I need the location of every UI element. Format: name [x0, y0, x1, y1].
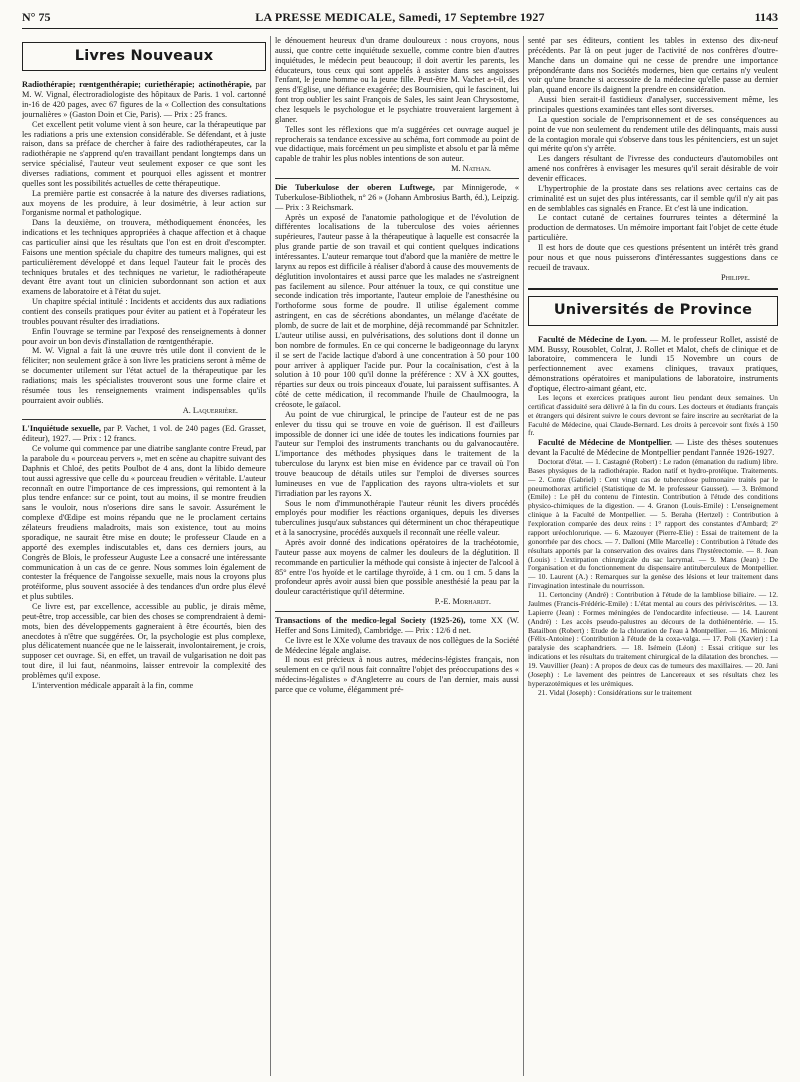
list-item: 21. Vidal (Joseph) : Considérations sur le traitement	[538, 687, 692, 697]
review-signature: Philippe.	[720, 272, 750, 282]
paragraph: Après avoir donné des indications opératoires de la trachéotomie, l'auteur passe aux moyens de calmer les douleurs de la déglutition. Il recommande en particulier la méthode qui consiste à injecter de l'alcool à 85° entre l'os hyoïde et le cartilage thyroïde, à 1 cm. ou 1 cm. 5 dans la profondeur après avoir aussi bien que possible anesthésié la peau par la douleur caractéristique qu'il détermine.	[275, 537, 519, 597]
book-title: L'Inquiétude sexuelle,	[22, 424, 102, 434]
book-title: Transactions of the medico-legal Society (1925-26),	[275, 615, 466, 625]
column-2	[275, 36, 519, 1076]
book-title: Die Tuberkulose der oberen Luftwege,	[275, 183, 435, 193]
review-signature: A. Laquerrière.	[182, 405, 238, 415]
paragraph: M. W. Vignal a fait là une œuvre très utile dont il convient de le féliciter; non seulement grâce à son livre les praticiens seront à même de se documenter utilement sur l'état actuel de la thérapeutique par les radiations; mais les spécialistes trouveront sous une forme claire et résumée tous les renseignements vraiment indispensables qu'ils pourraient avoir oubliés.	[22, 346, 266, 405]
page-header	[22, 8, 778, 29]
paragraph: Les dangers résultant de l'ivresse des conducteurs d'automobiles ont amené nos confrères à envisager les mesures qu'il serait désirable de voir devenir efficaces.	[528, 154, 778, 184]
faculty-name: Faculté de Médecine de Lyon.	[538, 334, 647, 344]
faculty-name: Faculté de Médecine de Montpellier.	[538, 438, 672, 448]
paragraph: Telles sont les réflexions que m'a suggérées cet ouvrage auquel je reprocherais sa tendance excessive au schéma, fort commode au point de vue didactique, mais forcément un peu simpliste et absolu et par là même capable de trahir les plus nobles intentions de son auteur.	[275, 124, 519, 164]
book-meta: par P. Vachet, 1 vol. de 240 pages (Ed. Grasset, éditeur), 1927. — Prix : 12 francs.	[22, 424, 266, 444]
book-meta: tome XX (W. Heffer and Sons Limited), Cambridge. — Prix : 12/6 d net.	[275, 615, 519, 635]
book-entry-3	[275, 183, 519, 213]
section-title-universites: Universités de Province	[528, 296, 778, 325]
paragraph: Le contact cutané de certaines fourrures teintes a déterminé la production de dermatoses. Un mémoire important fait l'objet de cette étude particulière.	[528, 213, 778, 243]
book-entry-2	[22, 424, 266, 444]
faculty-text: — Liste des thèses soutenues devant la Faculté de Médecine de Montpellier pendant l'année 1926-1927.	[528, 438, 778, 458]
issue-number: N° 75	[22, 10, 51, 24]
page-number: 1143	[754, 10, 778, 24]
divider	[22, 419, 266, 420]
book-entry-1	[22, 80, 266, 119]
divider	[528, 288, 778, 290]
paragraph: Après un exposé de l'anatomie pathologique et de l'évolution de différentes localisations de la tuberculose des voies aériennes supérieures, l'auteur passe à la thérapeutique à laquelle est consacrée la plus grande partie de son travail et qui contient quelques indications intéressantes. L'auteur remarque tout d'abord que la manière de mettre le larynx au repos est difficile à réaliser d'abord à cause des mouvements de déglutition involontaires et aussi parce que les malades ne s'astreignent pas facilement au silence. Pour atténuer la toux, ce qui constitue une seconde indication très importante, l'auteur emploie de l'anesthésine ou l'orthoforme sous forme de poudre. Il utilise également comme astringent, en cas de sécrétions abondantes, un mélange d'acétate de plomb, de sucre de lait et de morphine, déjà recommandé par Schnitzler. L'auteur utilise aussi, en pulvérisations, des solutions dont il donne un bon nombre de formules. En ce qui concerne le badigeonnage du larynx il se sert de l'acide lactique d'abord à une concentration à 50 pour 100 pour arriver à appliquer l'acide pur. Pour la cocaïnisation, c'est à la solution à 10 pour 100 qu'il donne la préférence : XV à XX gouttes, réparties sur deux ou trois pinceaux d'ouate, lui paraissent suffisantes. A côté de cette médication, il recommande l'huile de Chaulmoogra, la créosote, le gaïacol.	[275, 212, 519, 409]
section-title-livres: Livres Nouveaux	[22, 42, 266, 71]
review-signature: M. Nathan.	[451, 164, 491, 174]
paragraph: le dénouement heureux d'un drame douloureux : nous croyons, nous aussi, que contre cette inquiétude sexuelle, comme contre bien d'autres inquiétudes, le médecin peut beaucoup; il doit avertir les parents, les éducateurs, tous ceux qui sont appelés à assister dans ses angoisses l'enfant, le jeune homme ou la jeune fille. Peut-être M. Vachet a-t-il, des gens d'Eglise, une défiance exagérée; des Bournisien, qui le fascinent, lui font trop oublier les saint François de Sales, les saint Jean Chrysostome, chez lesquels le psychologue et le psychiatre trouveraient largement à glaner.	[275, 36, 519, 124]
column-1	[22, 36, 266, 1076]
paragraph: La question sociale de l'emprisonnement et de ses conséquences au point de vue non seulement du rendement utile des délinquants, mais aussi de la contagion morale qui s'observe dans tous les pénitenciers, est un sujet qui mérite qu'on s'y arrête.	[528, 114, 778, 154]
paragraph: Enfin l'ouvrage se termine par l'exposé des renseignements à donner pour avoir un bon devis d'installation de rœntgenthérapie.	[22, 326, 266, 346]
divider	[275, 178, 519, 179]
paragraph: Sous le nom d'immunothérapie l'auteur réunit les divers procédés employés pour modifier les réactions organiques, depuis les diverses tuberculines jusqu'aux substances qui déterminent un choc thérapeutique et à la sanocrysine, procédés auxquels il reconnaît une réelle valeur.	[275, 498, 519, 538]
paragraph: Cet excellent petit volume vient à son heure, car la thérapeutique par les radiations a pris une extension considérable. Se défendant, et à juste raison, dans sa préface de chercher à faire des radiothérapeutes, car la radiothérapie ne s'apprend qu'en travaillant pendant longtemps dans un service spécialisé, l'auteur veut seulement exposer ce que sont les diverses radiations, comment et pourquoi elles agissent et montrer quelles sont les possibilités actuelles de cette thérapeutique.	[22, 119, 266, 188]
column-divider	[270, 36, 271, 1076]
book-meta: par M. W. Vignal, électroradiologiste des hôpitaux de Paris. 1 vol. cartonné in-16 de 420 pages, avec 67 figures de la « Collection des consultations journalières » (Gaston Doin et Cie, Paris). — Prix : 25 francs.	[22, 80, 266, 119]
paragraph: Au point de vue chirurgical, le principe de l'auteur est de ne pas enlever du tissu qui se trouve en voie de guérison. Il est d'ailleurs impossible de donner ici une idée de toutes les indications fournies par l'auteur sur l'emploi des instruments tranchants ou du galvanocautère. L'importance des méthodes physiques dans le traitement de la tuberculose du larynx est bien mise en évidence par ce travail où l'on trouve beaucoup de détails utiles sur l'emploi de diverses sources lumineuses en vue de l'application des rayons ultra-violets et sur l'irradiation par les rayons X.	[275, 409, 519, 498]
paragraph: L'hypertrophie de la prostate dans ses relations avec certains cas de criminalité est un sujet des plus intéressants, car il semble qu'il n'y ait pas en de semblables cas signalés en France. Et c'est là une indication.	[528, 183, 778, 213]
list-item: 11. Certonciny (André) : Contribution à l'étude de la lambliose biliaire. — 12. Jaulmes (Francis-Frédéric-Emile) : L'état mental au cours des périviscérites. — 13. Lapierre (Jean) : Formes méningées de l'endocardite infectieuse. — 14. Laurent (André) : Les accès pseudo-palustres au décours de la dothiénentérie. — 15. Batailbon (Robert) : Etude de la chloration de l'eau à Montpellier. — 16. Miniconi (Félix-Antoine) : Contribution à l'étude de la coxa-valga. — 17. Poli (Xavier) : La paralysie des scaphandriers. — 18. Isémein (Léon) : Essai critique sur les indications et les résultats du traitement chirurgical de la dilatation des bronches. — 19. Vauvillier (Jean) : A propos de deux cas de tumeurs des maxillaires. — 20. Jani (Joseph) : Le lavement des peintres de Lancereaux et ses résultats chez les hyperazotémiques et les urémiques.	[528, 590, 778, 688]
small-print	[528, 394, 778, 438]
faculty-entry-lyon	[528, 335, 778, 394]
paragraph: La première partie est consacrée à la nature des diverses radiations, aux moyens de les produire, à leur dosimétrie, à leur action sur l'organisme normal et pathologique.	[22, 188, 266, 218]
paragraph: senté par ses éditeurs, contient les tables in extenso des dix-neuf précédents. Par là on peut juger de l'activité de nos confrères d'outre-Manche dans un domaine qui ne cesse de prendre une importance prépondérante dans nos Sociétés modernes, bien que certains n'y veulent voir qu'une branche si accessoire de la médecine qu'elle passe au dernier plan, quand encore ils daignent la prendre en considération.	[528, 36, 778, 95]
list-item: Doctorat d'état. — 1. Castagné (Robert) : Le radon (émanation du radium) libre. Bases physiques de la radiothérapie. Radon natif et hydro-protéique. Traitements. — 2. Conte (Gabriel) : Cent vingt cas de tuberculose pulmonaire traités par le pneumothorax artificiel (Statistique de M. le professeur Gausset). — 3. Brémond (Emile) : Le pH du contenu de l'intestin. Contribution à l'étude des conditions physico-chimiques de la digestion. — 4. Granon (Louis-Emile) : L'enseignement clinique à la Faculté de Montpellier. — 5. Beraha (Hertzel) : Contribution à l'exploration comparée des deux reins : 1° rapport des constantes d'Ambard; 2° rapport uréochlorurique. — 6. Mazouyer (Pierre-Elie) : Essai de traitement de la gonorrhée par des chocs. — 7. Dalloni (Mlle Marcelle) : Contribution à l'étude des résultats apportés par la conservation des ovaires dans l'hystérectomie. — 8. Jean (Louis) : L'extirpation chirurgicale du sac lacrymal. — 9. Mans (Jean) : De l'organisation et du fonctionnement du dispensaire antituberculeux de Montpellier. — 10. Laurent (A.) : Remarques sur la genèse des lésions et leur traitement dans l'invagination intestinale du nourrisson.	[528, 456, 778, 591]
paragraph: Il est hors de doute que ces questions présentent un intérêt très grand pour nous et que nous puisserons d'intéressantes suggestions dans ce recueil de travaux.	[528, 243, 778, 272]
paragraph: Ce livre est, par excellence, accessible au public, je dirais même, peut-être, trop accessible, car bien des choses se comprendraient à demi-mots, bien des développements gagneraient à être écourtés, bien des anecdotes à n'être que suggérées. Or, la psychologie est plus complexe, plus délicatement nuancée que ne le laisserait, involontairement, je crois, supposer cet ouvrage. Si, en effet, un travail de vulgarisation ne doit pas tout dire, il lui faut, néanmoins, laisser entrevoir la complexité des problèmes qu'il expose.	[22, 601, 266, 680]
review-signature: P.-E. Morhardt.	[434, 597, 491, 607]
book-entry-4	[275, 616, 519, 636]
journal-title: LA PRESSE MEDICALE, Samedi, 17 Septembre 1927	[255, 10, 545, 24]
book-meta: par Minnigerode, « Tuberkulose-Bibliothek, n° 26 » (Johann Ambrosius Barth, éd.), Leipzig. — Prix : 3 Reichsmark.	[275, 183, 519, 212]
column-3	[528, 36, 778, 1076]
thesis-list	[528, 458, 778, 698]
book-title: Radiothérapie; rœntgenthérapie; curiethérapie; actinothérapie,	[22, 80, 252, 90]
paragraph: Dans la deuxième, on trouvera, méthodiquement énoncées, les indications et les techniques appropriées à chaque affection et à chaque cas particulier ainsi que les résultats que l'on est en droit d'escompter. Faisons une mention spéciale du chapitre des tumeurs malignes, qui est particulièrement développé et dans lequel l'auteur fait le procès des techniques brutales et des techniques ne varietur, le radiothérapeute devant être avant tout un clinicien subordonnant son action et aux examens de laboratoire et à l'état du sujet.	[22, 218, 266, 297]
paragraph: Ce volume qui commence par une diatribe sanglante contre Freud, par la parabole du « pourceau pervers », met en scène au chapitre suivant des Daphnis et Chloé, des petits Poulbot de 4 ans, dont la libido demeure tout aussi agressive que celle du « pourceau freudien » véritable. L'auteur reconnaît en outre l'importance de ces impressions, qui remontent à la plus tendre enfance: sur ce point, tout au moins, il se montre freudien sans le vouloir, nous n'oserions dire sans le savoir. Assurément le complexe d'Œdipe est moins répandu que ne le proclament certains zélateurs freudiens maladroits, mais son existence, tout au moins sporadique, ne saurait être mise en doute; le professeur Claude en a apporté des exemples indiscutables et, dans ces derniers jours, au Congrès de Blois, le professeur Auguste Lee a consacré une intéressante communication à un cas de ce genre. Nous sommes loin également de contester la fréquence de l'angoisse sexuelle, mais nous la croyons plus protéiforme, plus souvent associée à des tendances d'un ordre plus élevé et plus subtiles.	[22, 444, 266, 602]
faculty-entry-montpellier	[528, 438, 778, 458]
paragraph: Aussi bien serait-il fastidieux d'analyser, successivement même, les principales questions examinées tant elles sont diverses.	[528, 95, 778, 115]
paragraph: L'intervention médicale apparaît à la fin, comme	[32, 680, 194, 690]
paragraph: Les leçons et exercices pratiques auront lieu pendant deux semaines. Un certificat d'assiduité sera délivré à la fin du cours. Les docteurs et étudiants français et étrangers qui désirent suivre le cours devront se faire inscrire au secrétariat de la Faculté de Médecine, quai Claude-Bernard. Les droits à percevoir sont fixés à 150 fr.	[528, 392, 778, 438]
paragraph: Ce livre est le XXe volume des travaux de nos collègues de la Société de Médecine légale anglaise.	[275, 635, 519, 655]
column-divider	[523, 36, 524, 1076]
divider	[275, 611, 519, 612]
faculty-text: — M. le professeur Rollet, assisté de MM. Bussy, Rousoblet, Colrat, J. Rollet et Malot, chefs de clinique et de laboratoire, commencera le lundi 15 Novembre un cours de perfectionnement avec examens cliniques, travaux pratiques, démonstrations opératoires et manipulations de laboratoire, instruments d'optique, électro-aimant géant, etc.	[528, 334, 778, 394]
paragraph: Un chapitre spécial intitulé : Incidents et accidents dus aux radiations contient des conseils pratiques pour éviter au patient et à l'opérateur les troubles pouvant résulter des irradiations.	[22, 297, 266, 326]
paragraph: Il nous est précieux à nous autres, médecins-légistes français, non seulement en ce qu'il nous fait connaître l'objet des préoccupations des « médecins-légalistes » d'Angleterre au cours de l'an dernier, mais aussi parce que ce volume, élégamment pré-	[275, 655, 519, 694]
